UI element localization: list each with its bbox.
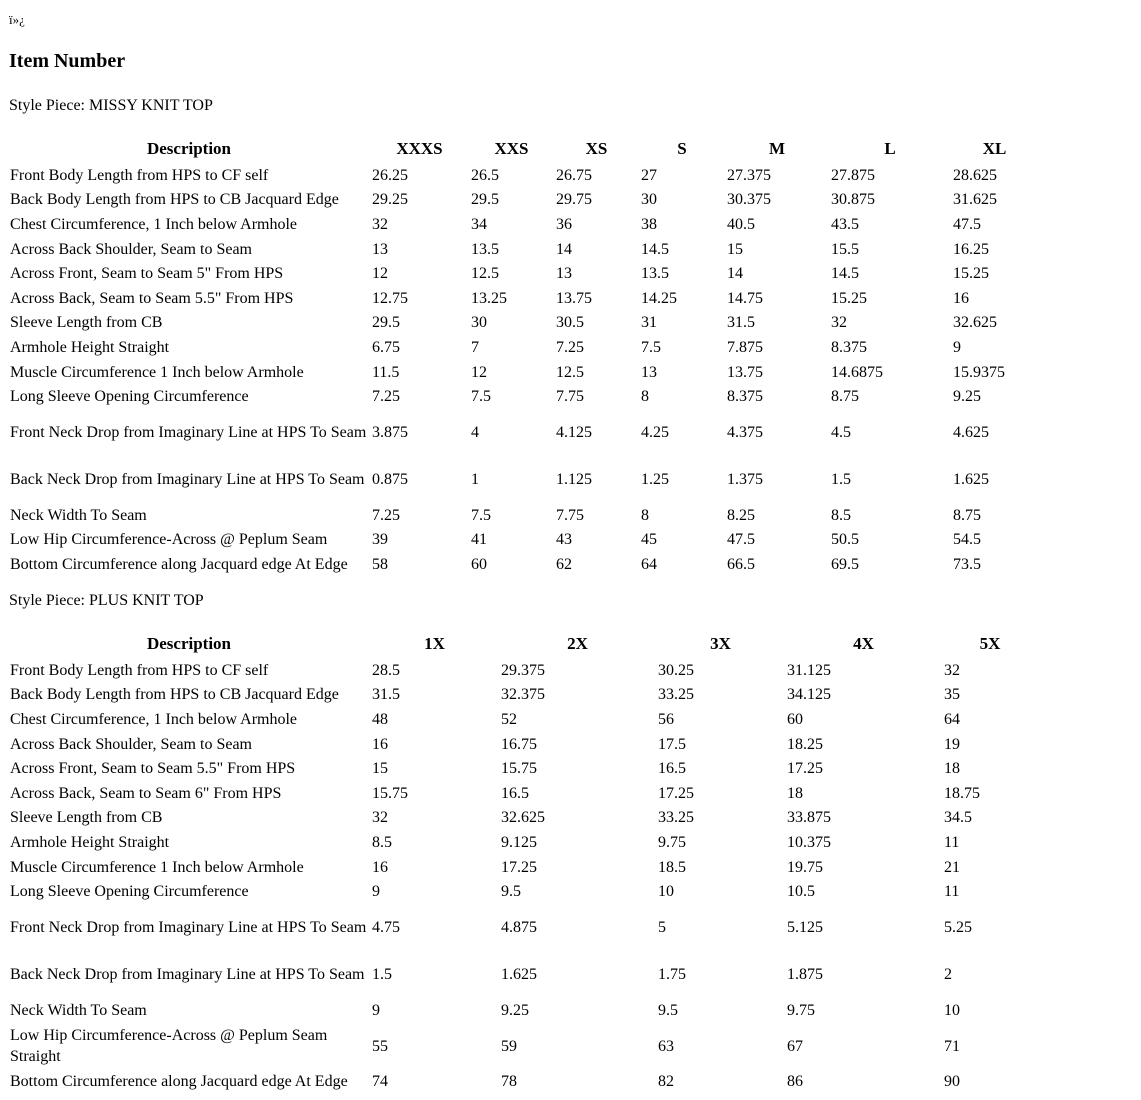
measurement-value: 9.75 [658, 833, 686, 851]
measurement-value: 1.125 [556, 470, 592, 488]
measurement-value: 90 [944, 1073, 960, 1091]
table-row [8, 732, 1038, 757]
measurement-value: 21 [944, 858, 960, 876]
measurement-value: 7.875 [727, 338, 763, 356]
measurement-value: 34.5 [944, 809, 972, 827]
column-header-description: Description [146, 634, 232, 653]
measurement-value: 15 [372, 760, 388, 778]
measurement-value: 2 [944, 965, 952, 983]
table-row [8, 855, 1038, 880]
table-row [8, 286, 1038, 311]
measurement-value: 1.375 [727, 470, 763, 488]
measurement-value: 8.25 [727, 506, 755, 524]
measurement-value: 33.25 [658, 809, 694, 827]
measurement-value: 13 [641, 363, 657, 381]
measurement-value: 4.75 [372, 918, 400, 936]
measurement-value: 12.5 [471, 265, 499, 283]
measurement-value: 69.5 [831, 555, 859, 573]
measurement-description: Sleeve Length from CB [10, 314, 163, 332]
measurement-value: 31.5 [372, 686, 400, 704]
table-row [8, 1023, 1038, 1070]
measurement-value: 30 [641, 191, 657, 209]
measurement-value: 15.75 [501, 760, 537, 778]
measurement-value: 1.5 [831, 470, 851, 488]
measurement-description: Across Back, Seam to Seam 6" From HPS [10, 784, 282, 802]
measurement-value: 52 [501, 710, 517, 728]
measurement-value: 32 [372, 215, 388, 233]
measurement-value: 32.375 [501, 686, 545, 704]
measurement-value: 7 [471, 338, 479, 356]
measurement-description: Back Body Length from HPS to CB Jacquard Edge [10, 686, 339, 704]
measurement-value: 4.125 [556, 423, 592, 441]
measurement-value: 9 [372, 883, 380, 901]
column-header-size: 2X [567, 634, 588, 653]
measurement-value: 67 [787, 1037, 803, 1055]
measurement-value: 29.375 [501, 661, 545, 679]
measurement-value: 9 [953, 338, 961, 356]
measurement-description: Long Sleeve Opening Circumference [10, 388, 249, 406]
measurement-value: 56 [658, 710, 674, 728]
column-header-size: 4X [853, 634, 874, 653]
measurement-description: Across Back Shoulder, Seam to Seam [10, 735, 252, 753]
measurement-value: 58 [372, 555, 388, 573]
measurement-value: 14.6875 [831, 363, 883, 381]
measurement-value: 18 [787, 784, 803, 802]
measurement-value: 45 [641, 531, 657, 549]
measurement-description: Bottom Circumference along Jacquard edge At Edge [10, 1073, 348, 1091]
measurement-value: 31.625 [953, 191, 997, 209]
measurement-value: 30.25 [658, 661, 694, 679]
measurement-value: 31 [641, 314, 657, 332]
measurement-value: 16.5 [658, 760, 686, 778]
measurement-value: 15 [727, 240, 743, 258]
table-row [8, 683, 1038, 708]
measurement-value: 55 [372, 1037, 388, 1055]
measurement-value: 18.25 [787, 735, 823, 753]
column-header-size: XXS [494, 139, 529, 158]
style-piece-plus-label: Style Piece: PLUS KNIT TOP [9, 592, 204, 609]
measurement-value: 9.25 [501, 1001, 529, 1019]
measurement-value: 27.875 [831, 166, 875, 184]
measurement-value: 26.75 [556, 166, 592, 184]
measurement-value: 7.5 [471, 506, 491, 524]
measurement-value: 5.125 [787, 918, 823, 936]
measurement-description: Across Back Shoulder, Seam to Seam [10, 240, 252, 258]
measurement-value: 9.5 [658, 1001, 678, 1019]
measurement-value: 18.75 [944, 784, 980, 802]
measurement-value: 4 [471, 423, 479, 441]
measurement-value: 1.625 [501, 965, 537, 983]
measurement-value: 4.625 [953, 423, 989, 441]
measurement-value: 12 [372, 265, 388, 283]
measurement-value: 30 [471, 314, 487, 332]
table-row [8, 879, 1038, 904]
measurement-value: 19.75 [787, 858, 823, 876]
measurement-value: 35 [944, 686, 960, 704]
column-header-size: S [677, 139, 687, 158]
table-row [8, 552, 1038, 577]
measurement-value: 12.5 [556, 363, 584, 381]
measurement-description: Bottom Circumference along Jacquard edge At Edge [10, 555, 348, 573]
measurement-value: 60 [471, 555, 487, 573]
table-header-row [8, 138, 1038, 163]
measurement-value: 9.125 [501, 833, 537, 851]
measurement-value: 32.625 [501, 809, 545, 827]
encoding-artifact-text: ï»¿ [9, 12, 25, 27]
measurement-value: 63 [658, 1037, 674, 1055]
measurement-value: 8.375 [727, 388, 763, 406]
measurement-value: 47.5 [727, 531, 755, 549]
measurement-value: 14.75 [727, 289, 763, 307]
measurement-description: Muscle Circumference 1 Inch below Armhole [10, 363, 304, 381]
measurement-value: 13 [556, 265, 572, 283]
measurement-value: 29.5 [471, 191, 499, 209]
measurement-description: Chest Circumference, 1 Inch below Armhole [10, 710, 298, 728]
measurement-value: 29.25 [372, 191, 408, 209]
measurement-value: 0.875 [372, 470, 408, 488]
measurement-value: 32 [372, 809, 388, 827]
measurement-value: 16.25 [953, 240, 989, 258]
measurement-value: 11 [944, 833, 960, 851]
table-row [8, 212, 1038, 237]
measurement-value: 8.75 [953, 506, 981, 524]
measurement-description: Sleeve Length from CB [10, 809, 163, 827]
table-row [8, 830, 1038, 855]
measurement-value: 7.25 [372, 388, 400, 406]
table-row [8, 503, 1038, 528]
measurement-value: 11 [944, 883, 960, 901]
measurement-value: 1.75 [658, 965, 686, 983]
measurement-description: Across Front, Seam to Seam 5.5" From HPS [10, 760, 296, 778]
measurement-description: Back Body Length from HPS to CB Jacquard Edge [10, 191, 339, 209]
table-row [8, 904, 1038, 951]
measurement-value: 9.5 [501, 883, 521, 901]
measurement-value: 39 [372, 531, 388, 549]
measurement-description: Back Neck Drop from Imaginary Line at HPS To Seam [10, 470, 365, 488]
measurement-value: 15.9375 [953, 363, 1005, 381]
page-title: Item Number [9, 50, 126, 72]
measurement-value: 5 [658, 918, 666, 936]
measurement-description: Across Back, Seam to Seam 5.5" From HPS [10, 289, 294, 307]
measurement-value: 82 [658, 1073, 674, 1091]
measurement-value: 1.5 [372, 965, 392, 983]
measurement-value: 3.875 [372, 423, 408, 441]
column-header-description: Description [146, 139, 232, 158]
measurement-value: 36 [556, 215, 572, 233]
measurement-value: 32 [831, 314, 847, 332]
measurement-value: 71 [944, 1037, 960, 1055]
measurement-value: 78 [501, 1073, 517, 1091]
table-row [8, 1070, 1038, 1095]
measurement-value: 41 [471, 531, 487, 549]
measurement-value: 14.25 [641, 289, 677, 307]
table-row [8, 163, 1038, 188]
table-row [8, 781, 1038, 806]
measurement-value: 5.25 [944, 918, 972, 936]
measurement-value: 14.5 [641, 240, 669, 258]
measurement-value: 4.875 [501, 918, 537, 936]
column-header-size: L [884, 139, 896, 158]
measurement-value: 17.5 [658, 735, 686, 753]
measurement-value: 13 [372, 240, 388, 258]
measurement-value: 9.75 [787, 1001, 815, 1019]
measurement-value: 14 [727, 265, 743, 283]
table-row [8, 261, 1038, 286]
measurement-value: 43 [556, 531, 572, 549]
measurement-value: 4.375 [727, 423, 763, 441]
measurement-description: Low Hip Circumference-Across @ Peplum Seam [10, 531, 328, 549]
table-row [8, 456, 1038, 503]
measurement-value: 32.625 [953, 314, 997, 332]
measurement-value: 17.25 [658, 784, 694, 802]
measurement-value: 15.25 [953, 265, 989, 283]
measurement-value: 16.75 [501, 735, 537, 753]
measurement-value: 13.25 [471, 289, 507, 307]
measurement-value: 31.125 [787, 661, 831, 679]
measurement-value: 31.5 [727, 314, 755, 332]
measurement-value: 30.375 [727, 191, 771, 209]
column-header-size: XXXS [396, 139, 443, 158]
measurement-description: Armhole Height Straight [10, 833, 170, 851]
measurement-value: 64 [641, 555, 657, 573]
measurement-value: 1 [471, 470, 479, 488]
measurement-value: 13.75 [556, 289, 592, 307]
measurement-value: 8.5 [831, 506, 851, 524]
measurement-description: Neck Width To Seam [10, 506, 147, 524]
measurement-value: 60 [787, 710, 803, 728]
measurement-value: 8 [641, 506, 649, 524]
measurement-value: 8.5 [372, 833, 392, 851]
measurement-value: 10.5 [787, 883, 815, 901]
column-header-size: 5X [979, 634, 1001, 653]
measurement-value: 29.75 [556, 191, 592, 209]
measurement-value: 17.25 [501, 858, 537, 876]
measurement-value: 32 [944, 661, 960, 679]
measurement-value: 7.75 [556, 506, 584, 524]
measurement-value: 10 [658, 883, 674, 901]
column-header-size: 3X [710, 634, 731, 653]
measurement-description: Neck Width To Seam [10, 1001, 147, 1019]
measurement-value: 28.5 [372, 661, 400, 679]
measurement-value: 27 [641, 166, 657, 184]
missy-spec-table [8, 138, 1038, 577]
measurement-value: 43.5 [831, 215, 859, 233]
table-row [8, 998, 1038, 1023]
table-row [8, 756, 1038, 781]
measurement-value: 59 [501, 1037, 517, 1055]
measurement-value: 13.5 [471, 240, 499, 258]
measurement-description: Muscle Circumference 1 Inch below Armhole [10, 858, 304, 876]
measurement-value: 1.625 [953, 470, 989, 488]
measurement-value: 15.75 [372, 784, 408, 802]
measurement-value: 4.5 [831, 423, 851, 441]
measurement-value: 7.5 [471, 388, 491, 406]
measurement-value: 34 [471, 215, 487, 233]
measurement-value: 10.375 [787, 833, 831, 851]
measurement-value: 13.5 [641, 265, 669, 283]
measurement-value: 11.5 [372, 363, 400, 381]
measurement-value: 4.25 [641, 423, 669, 441]
measurement-description: Back Neck Drop from Imaginary Line at HPS To Seam [10, 965, 365, 983]
plus-spec-table [8, 633, 1038, 1094]
measurement-description: Front Neck Drop from Imaginary Line at HPS To Seam [10, 918, 367, 936]
measurement-value: 8.75 [831, 388, 859, 406]
measurement-value: 48 [372, 710, 388, 728]
measurement-value: 40.5 [727, 215, 755, 233]
measurement-value: 9 [372, 1001, 380, 1019]
measurement-value: 15.25 [831, 289, 867, 307]
measurement-value: 15.5 [831, 240, 859, 258]
measurement-description: Chest Circumference, 1 Inch below Armhole [10, 215, 298, 233]
table-row [8, 360, 1038, 385]
measurement-description: Across Front, Seam to Seam 5" From HPS [10, 265, 284, 283]
measurement-value: 28.625 [953, 166, 997, 184]
measurement-value: 14.5 [831, 265, 859, 283]
measurement-value: 26.25 [372, 166, 408, 184]
measurement-description: Long Sleeve Opening Circumference [10, 883, 249, 901]
measurement-value: 13.75 [727, 363, 763, 381]
measurement-value: 17.25 [787, 760, 823, 778]
measurement-value: 50.5 [831, 531, 859, 549]
measurement-value: 73.5 [953, 555, 981, 573]
measurement-value: 8 [641, 388, 649, 406]
measurement-value: 9.25 [953, 388, 981, 406]
column-header-size: XL [982, 139, 1007, 158]
measurement-value: 7.25 [372, 506, 400, 524]
measurement-value: 30.875 [831, 191, 875, 209]
measurement-description: Front Body Length from HPS to CF self [10, 166, 269, 184]
style-piece-missy-label: Style Piece: MISSY KNIT TOP [9, 97, 213, 114]
column-header-size: 1X [424, 634, 445, 653]
table-row [8, 311, 1038, 336]
measurement-value: 26.5 [471, 166, 499, 184]
measurement-description: Armhole Height Straight [10, 338, 170, 356]
measurement-value: 54.5 [953, 531, 981, 549]
measurement-value: 7.75 [556, 388, 584, 406]
measurement-value: 33.25 [658, 686, 694, 704]
measurement-value: 29.5 [372, 314, 400, 332]
measurement-value: 30.5 [556, 314, 584, 332]
measurement-value: 62 [556, 555, 572, 573]
table-row [8, 335, 1038, 360]
measurement-value: 12 [471, 363, 487, 381]
table-row [8, 658, 1038, 683]
measurement-value: 74 [372, 1073, 388, 1091]
table-row [8, 528, 1038, 553]
measurement-value: 66.5 [727, 555, 755, 573]
measurement-value: 16 [372, 735, 388, 753]
measurement-value: 16 [372, 858, 388, 876]
column-header-size: M [768, 139, 786, 158]
measurement-value: 10 [944, 1001, 960, 1019]
column-header-size: XS [585, 139, 608, 158]
measurement-value: 8.375 [831, 338, 867, 356]
measurement-value: 6.75 [372, 338, 400, 356]
measurement-value: 7.25 [556, 338, 584, 356]
measurement-value: 12.75 [372, 289, 408, 307]
table-row [8, 384, 1038, 409]
measurement-value: 47.5 [953, 215, 981, 233]
measurement-value: 33.875 [787, 809, 831, 827]
measurement-value: 1.25 [641, 470, 669, 488]
measurement-value: 64 [944, 710, 960, 728]
measurement-value: 14 [556, 240, 572, 258]
measurement-value: 27.375 [727, 166, 771, 184]
measurement-value: 7.5 [641, 338, 661, 356]
table-row [8, 409, 1038, 456]
measurement-value: 18 [944, 760, 960, 778]
table-row [8, 806, 1038, 831]
measurement-value: 1.875 [787, 965, 823, 983]
measurement-value: 86 [787, 1073, 803, 1091]
measurement-description: Low Hip Circumference-Across @ Peplum Seam Straight [10, 1027, 328, 1066]
measurement-description: Front Neck Drop from Imaginary Line at HPS To Seam [10, 423, 367, 441]
measurement-value: 18.5 [658, 858, 686, 876]
measurement-description: Front Body Length from HPS to CF self [10, 661, 269, 679]
measurement-value: 16.5 [501, 784, 529, 802]
table-row [8, 237, 1038, 262]
measurement-value: 34.125 [787, 686, 831, 704]
table-row [8, 707, 1038, 732]
table-header-row [8, 633, 1038, 658]
measurement-value: 16 [953, 289, 969, 307]
table-row [8, 951, 1038, 998]
measurement-value: 19 [944, 735, 960, 753]
measurement-value: 38 [641, 215, 657, 233]
table-row [8, 188, 1038, 213]
